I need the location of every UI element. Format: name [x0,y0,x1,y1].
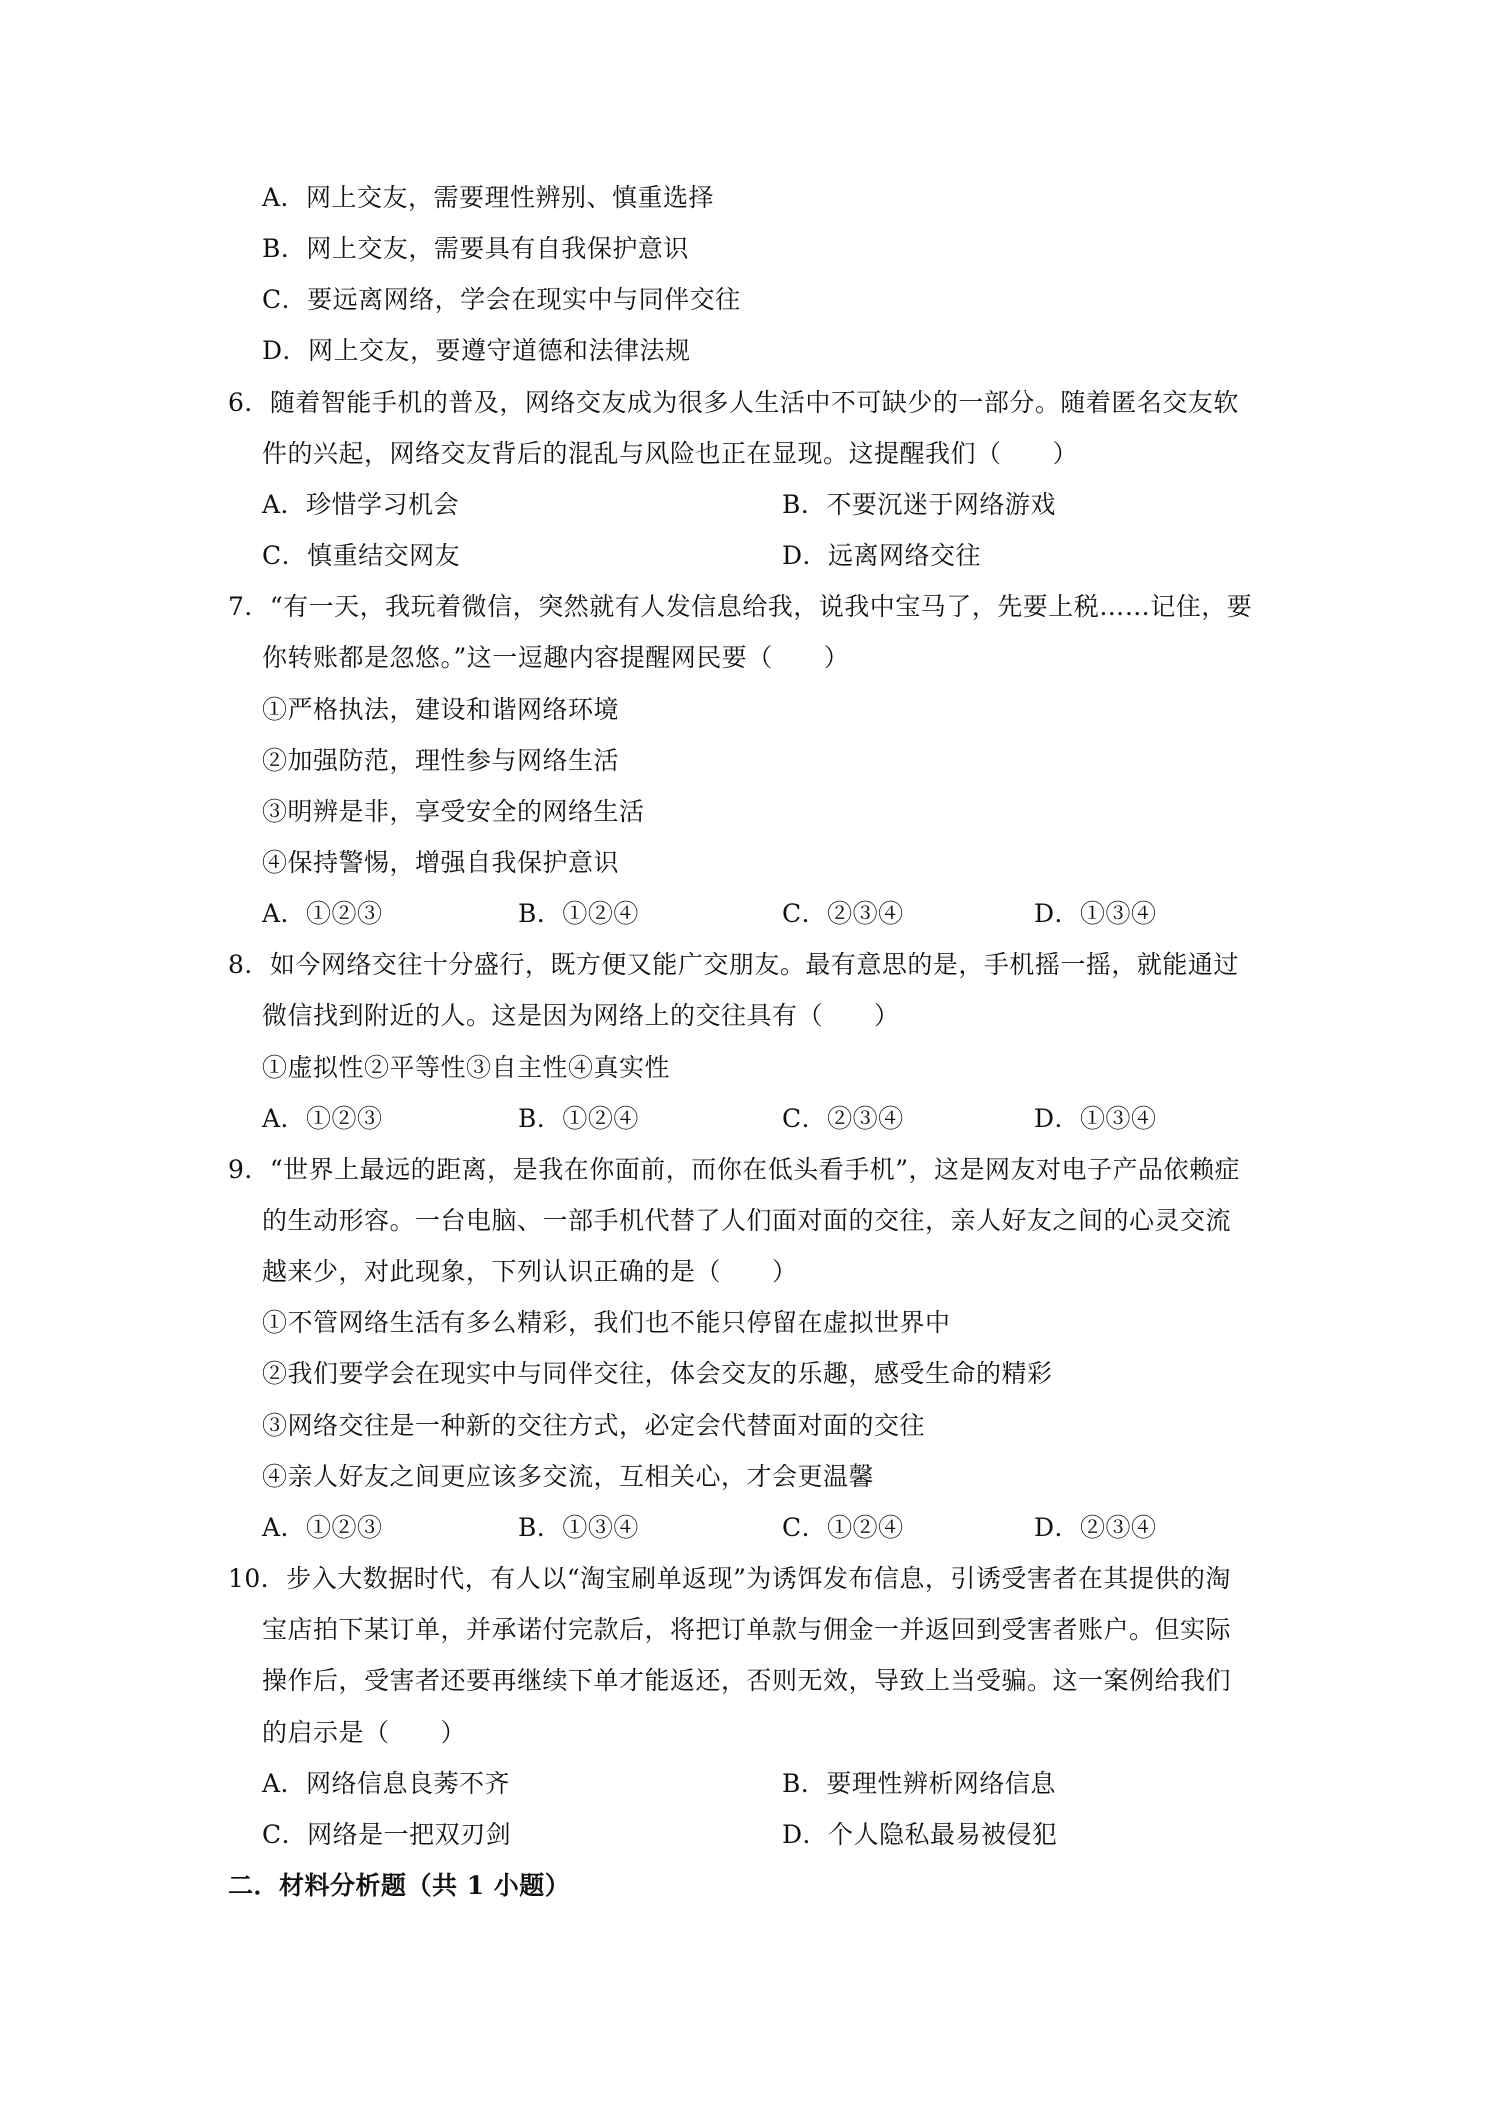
q9-item-2: ②我们要学会在现实中与同伴交往，体会交友的乐趣，感受生命的精彩 [262,1359,1053,1388]
q6-option-a: A．珍惜学习机会 [262,490,460,519]
q9-option-b: B．①③④ [518,1513,639,1542]
q8-option-a: A．①②③ [262,1104,383,1133]
q10-stem-line-1: 10．步入大数据时代，有人以“淘宝刷单返现”为诱饵发布信息，引诱受害者在其提供的淘 [228,1564,1231,1593]
q10-option-a: A．网络信息良莠不齐 [262,1769,511,1798]
q10-stem-line-4: 的启示是（ ） [262,1718,467,1747]
q10-option-c: C．网络是一把双刃剑 [262,1820,512,1849]
q9-item-3: ③网络交往是一种新的交往方式，必定会代替面对面的交往 [262,1411,926,1440]
q9-stem-line-1: 9．“世界上最远的距离，是我在你面前，而你在低头看手机”，这是网友对电子产品依赖症 [228,1155,1240,1184]
q7-item-2: ②加强防范，理性参与网络生活 [262,746,620,775]
q6-option-d: D．远离网络交往 [782,541,982,570]
q5-option-c: C．要远离网络，学会在现实中与同伴交往 [262,285,741,314]
q8-option-b: B．①②④ [518,1104,639,1133]
q7-option-a: A．①②③ [262,899,383,928]
q7-option-c: C．②③④ [782,899,904,928]
q8-option-d: D．①③④ [1034,1104,1157,1133]
q9-item-1: ①不管网络生活有多么精彩，我们也不能只停留在虚拟世界中 [262,1308,951,1337]
q10-stem-line-2: 宝店拍下某订单，并承诺付完款后，将把订单款与佣金一并返回到受害者账户。但实际 [262,1615,1232,1644]
q6-option-c: C．慎重结交网友 [262,541,461,570]
q10-option-b: B．要理性辨析网络信息 [782,1769,1056,1798]
q10-option-d: D．个人隐私最易被侵犯 [782,1820,1058,1849]
q7-stem-line-2: 你转账都是忽悠。”这一逗趣内容提醒网民要（ ） [262,643,850,672]
q8-stem-line-1: 8．如今网络交往十分盛行，既方便又能广交朋友。最有意思的是，手机摇一摇，就能通过 [228,950,1239,979]
q7-stem-line-1: 7．“有一天，我玩着微信，突然就有人发信息给我，说我中宝马了，先要上税……记住，要 [228,592,1253,621]
q7-item-3: ③明辨是非，享受安全的网络生活 [262,797,645,826]
q5-option-d: D．网上交友，要遵守道德和法律法规 [262,336,691,365]
q7-item-1: ①严格执法，建设和谐网络环境 [262,695,620,724]
q6-stem-line-2: 件的兴起，网络交友背后的混乱与风险也正在显现。这提醒我们（ ） [262,439,1079,468]
q7-option-d: D．①③④ [1034,899,1157,928]
q9-option-c: C．①②④ [782,1513,904,1542]
q9-option-d: D．②③④ [1034,1513,1157,1542]
q6-stem-line-1: 6．随着智能手机的普及，网络交友成为很多人生活中不可缺少的一部分。随着匿名交友软 [228,388,1239,417]
q7-item-4: ④保持警惕，增强自我保护意识 [262,848,620,877]
q5-option-a: A．网上交友，需要理性辨别、慎重选择 [262,183,715,212]
q5-option-b: B．网上交友，需要具有自我保护意识 [262,234,689,263]
q8-stem-line-2: 微信找到附近的人。这是因为网络上的交往具有（ ） [262,1001,900,1030]
q9-stem-line-3: 越来少，对此现象，下列认识正确的是（ ） [262,1257,798,1286]
q9-stem-line-2: 的生动形容。一台电脑、一部手机代替了人们面对面的交往，亲人好友之间的心灵交流 [262,1206,1232,1235]
q8-option-c: C．②③④ [782,1104,904,1133]
q9-option-a: A．①②③ [262,1513,383,1542]
q10-stem-line-3: 操作后，受害者还要再继续下单才能返还，否则无效，导致上当受骗。这一案例给我们 [262,1666,1232,1695]
section-2-heading: 二．材料分析题（共 1 小题） [228,1871,571,1900]
q9-item-4: ④亲人好友之间更应该多交流，互相关心，才会更温馨 [262,1462,875,1491]
q6-option-b: B．不要沉迷于网络游戏 [782,490,1056,519]
q8-items: ①虚拟性②平等性③自主性④真实性 [262,1053,671,1082]
q7-option-b: B．①②④ [518,899,639,928]
